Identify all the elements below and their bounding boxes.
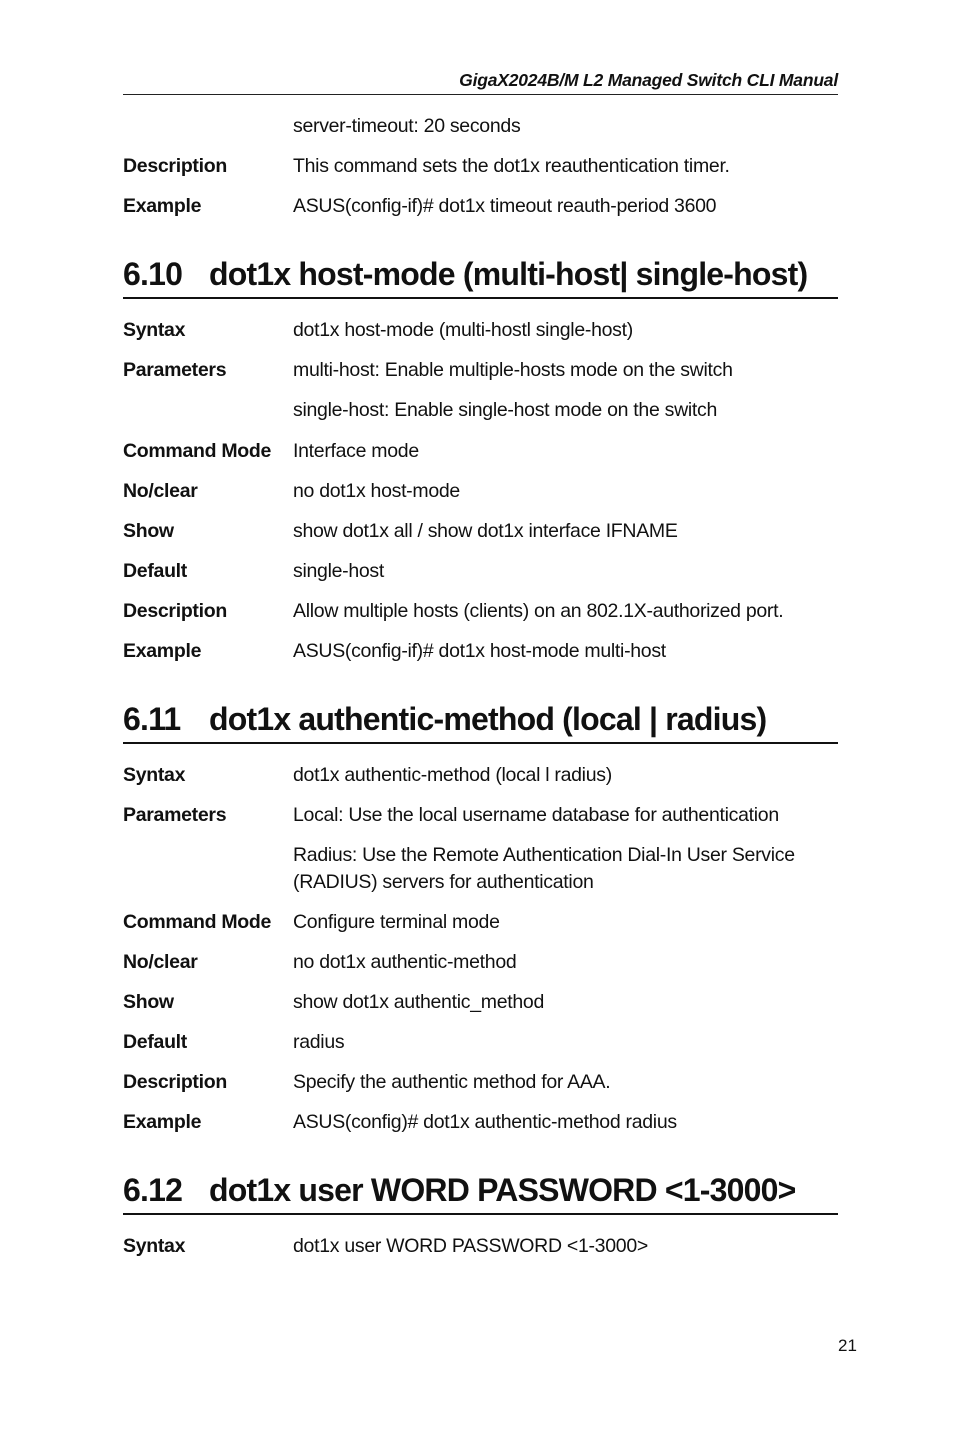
row-label: Parameters: [123, 804, 227, 826]
row-value: radius: [293, 1031, 345, 1053]
row-label: Example: [123, 195, 202, 217]
row-value: ASUS(config-if)# dot1x host-mode multi-host: [293, 640, 666, 662]
row-label: Description: [123, 1071, 227, 1093]
section-heading-6-11: [123, 701, 838, 744]
section-number: 6.11: [123, 701, 181, 737]
page-number: 21: [838, 1336, 857, 1355]
section-title: dot1x host-mode (multi-host| single-host): [209, 256, 808, 292]
row-label: Default: [123, 1031, 187, 1053]
row-value: Configure terminal mode: [293, 911, 500, 933]
row-label: Syntax: [123, 319, 186, 341]
row-value: single-host: [293, 560, 385, 582]
row-value: server-timeout: 20 seconds: [293, 115, 521, 137]
row-value: multi-host: Enable multiple-hosts mode on the switch: [293, 359, 733, 381]
row-value: show dot1x authentic_method: [293, 991, 544, 1013]
row-label: Description: [123, 600, 227, 622]
row-label: Parameters: [123, 359, 227, 381]
row-label: Show: [123, 520, 174, 542]
section-title: dot1x authentic-method (local | radius): [209, 701, 767, 737]
section-heading-6-12: [123, 1172, 838, 1215]
row-label: Default: [123, 560, 187, 582]
row-label: No/clear: [123, 951, 198, 973]
section-number: 6.10: [123, 256, 183, 292]
section-heading-6-10: [123, 256, 838, 299]
row-label: Syntax: [123, 764, 186, 786]
row-value: ASUS(config-if)# dot1x timeout reauth-period 3600: [293, 195, 717, 217]
section-title: dot1x user WORD PASSWORD <1-3000>: [209, 1172, 796, 1208]
row-value: Interface mode: [293, 440, 419, 462]
header-rule: [123, 94, 838, 95]
row-value: Radius: Use the Remote Authentication Dial-In User Service: [293, 844, 795, 866]
row-label: Example: [123, 640, 202, 662]
row-label: Show: [123, 991, 174, 1013]
row-label: Command Mode: [123, 911, 272, 933]
row-label: Command Mode: [123, 440, 272, 462]
row-value: single-host: Enable single-host mode on the switch: [293, 399, 717, 421]
row-value: ASUS(config)# dot1x authentic-method radius: [293, 1111, 677, 1133]
row-value: Specify the authentic method for AAA.: [293, 1071, 611, 1093]
row-value: dot1x user WORD PASSWORD <1-3000>: [293, 1235, 648, 1257]
row-value: no dot1x host-mode: [293, 480, 460, 502]
row-value: dot1x authentic-method (local l radius): [293, 764, 612, 786]
row-label: Example: [123, 1111, 202, 1133]
row-label: Syntax: [123, 1235, 186, 1257]
row-value: (RADIUS) servers for authentication: [293, 871, 594, 893]
section-number: 6.12: [123, 1172, 183, 1208]
row-value: Local: Use the local username database for authentication: [293, 804, 779, 826]
row-value: no dot1x authentic-method: [293, 951, 517, 973]
row-value: Allow multiple hosts (clients) on an 802.1X-authorized port.: [293, 600, 784, 622]
row-value: dot1x host-mode (multi-hostl single-host): [293, 319, 633, 341]
row-value: show dot1x all / show dot1x interface IFNAME: [293, 520, 678, 542]
row-label: No/clear: [123, 480, 198, 502]
row-label: Description: [123, 155, 227, 177]
manual-title: GigaX2024B/M L2 Managed Switch CLI Manual: [459, 70, 838, 90]
row-value: This command sets the dot1x reauthentication timer.: [293, 155, 730, 177]
